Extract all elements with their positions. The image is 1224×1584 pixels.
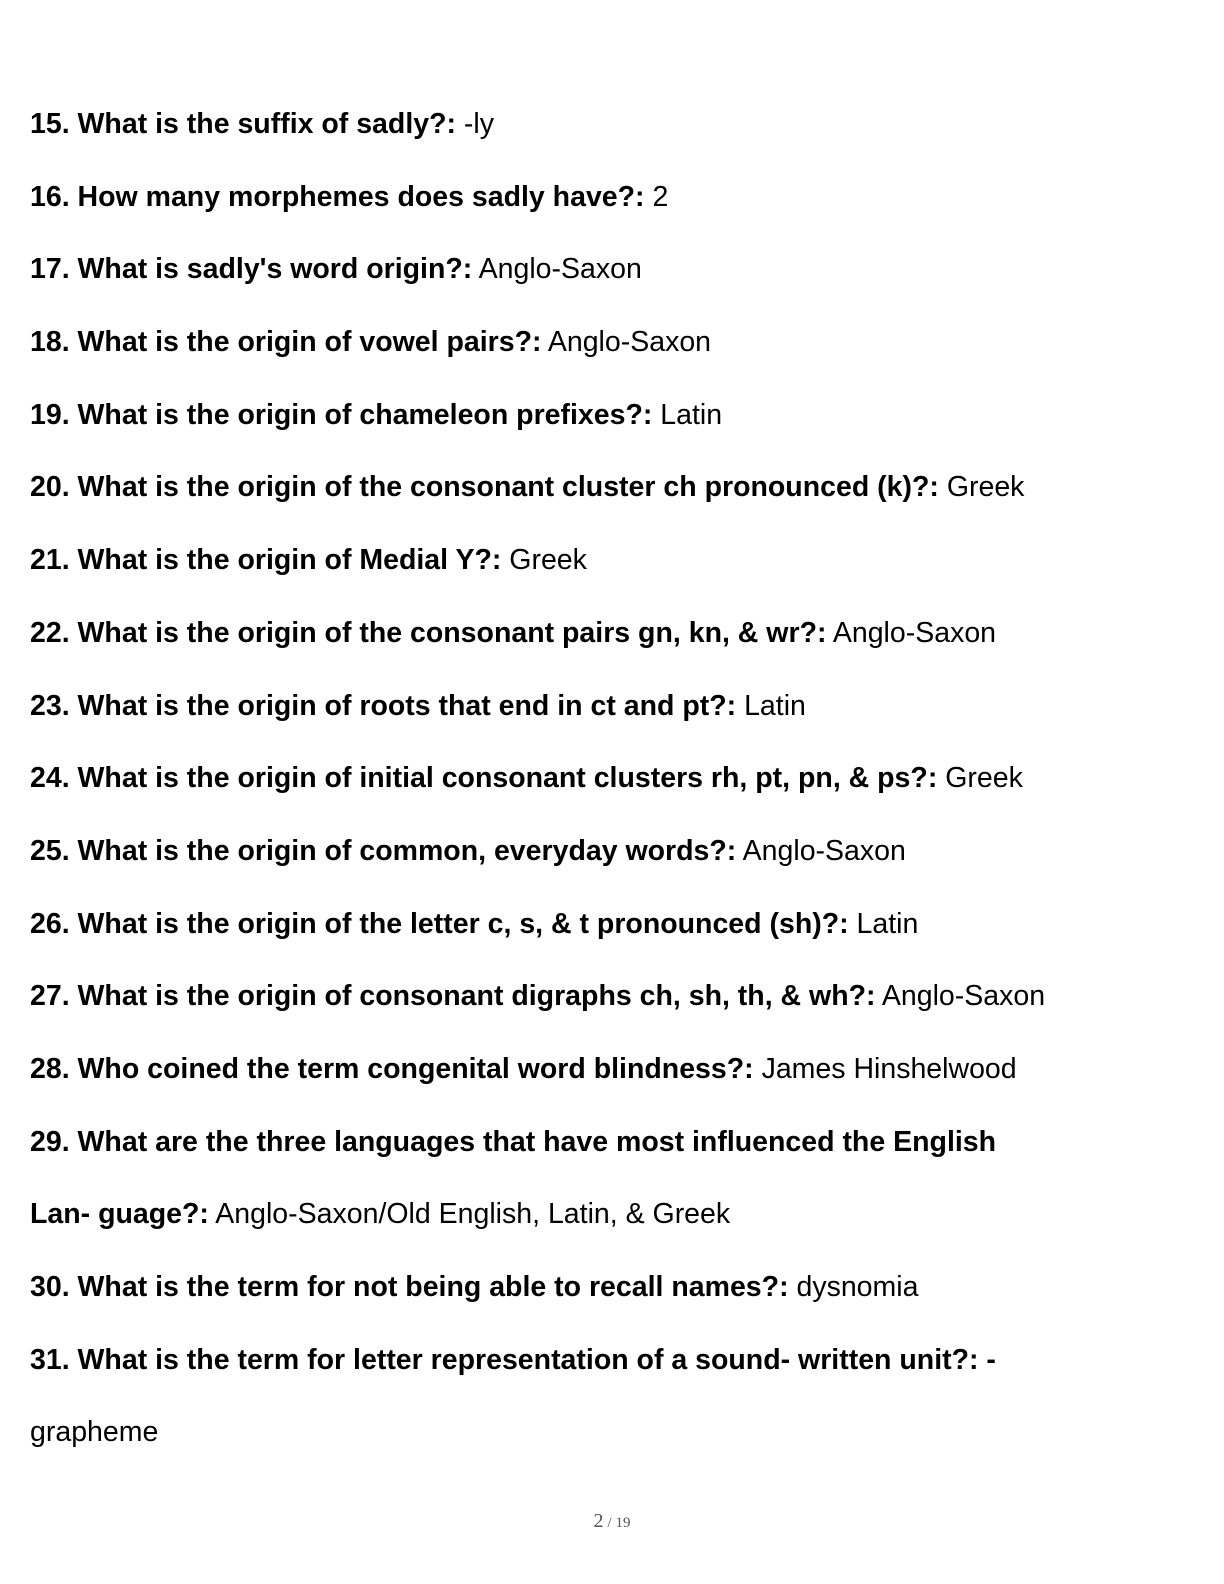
qa-list — [30, 106, 1210, 1487]
qa-item-29-line2 — [30, 1196, 1210, 1232]
question: 18. What is the origin of vowel pairs?: — [30, 326, 542, 359]
qa-item-18 — [30, 324, 1210, 360]
question: 21. What is the origin of Medial Y?: — [30, 544, 502, 577]
answer: Anglo-Saxon/Old English, Latin, & Greek — [215, 1198, 731, 1231]
question: 16. How many morphemes does sadly have?: — [30, 180, 645, 213]
qa-item-23 — [30, 688, 1210, 724]
question: 28. Who coined the term congenital word blindness?: — [30, 1052, 754, 1085]
answer: Latin — [660, 398, 723, 431]
qa-item-30 — [30, 1269, 1210, 1305]
question: 31. What is the term for letter representation of a sound- written unit?: - — [30, 1343, 996, 1376]
qa-item-19 — [30, 397, 1210, 433]
qa-item-31-line1 — [30, 1342, 1210, 1378]
answer: Anglo-Saxon — [832, 616, 997, 649]
answer: Anglo-Saxon — [478, 253, 642, 286]
qa-item-20 — [30, 469, 1210, 505]
question: 30. What is the term for not being able to recall names?: — [30, 1271, 789, 1303]
page-footer — [0, 1510, 1224, 1533]
qa-item-27 — [30, 978, 1210, 1014]
question: 19. What is the origin of chameleon prefixes?: — [30, 398, 653, 431]
qa-item-26 — [30, 906, 1210, 942]
question: 25. What is the origin of common, everyday words?: — [30, 834, 737, 867]
qa-item-22 — [30, 615, 1210, 651]
page-number: 2 — [593, 1510, 604, 1532]
qa-item-17 — [30, 251, 1210, 287]
answer: Greek — [509, 544, 587, 577]
answer: Anglo-Saxon — [881, 980, 1046, 1013]
answer: Anglo-Saxon — [742, 834, 906, 867]
question: 27. What is the origin of consonant digraphs ch, sh, th, & wh?: — [30, 980, 876, 1013]
question: 23. What is the origin of roots that end in ct and pt?: — [30, 689, 737, 722]
qa-item-21 — [30, 542, 1210, 578]
question: 15. What is the suffix of sadly?: — [30, 108, 456, 140]
question: 29. What are the three languages that have most influenced the English — [30, 1125, 997, 1158]
question: 22. What is the origin of the consonant pairs gn, kn, & wr?: — [30, 616, 827, 649]
answer: Anglo-Saxon — [547, 326, 712, 359]
answer: Greek — [946, 471, 1025, 504]
answer: -ly — [463, 108, 494, 140]
question: 20. What is the origin of the consonant cluster ch pronounced (k)?: — [30, 471, 939, 504]
qa-item-16 — [30, 179, 1210, 215]
question: 24. What is the origin of initial consonant clusters rh, pt, pn, & ps?: — [30, 762, 938, 795]
answer: dysnomia — [796, 1271, 919, 1303]
answer: Latin — [856, 907, 919, 940]
answer: grapheme — [30, 1416, 159, 1449]
qa-item-28 — [30, 1051, 1210, 1087]
qa-item-29-line1 — [30, 1124, 1210, 1160]
question-continued: Lan- guage?: — [30, 1198, 209, 1231]
question: 17. What is sadly's word origin?: — [30, 253, 473, 286]
answer: James Hinshelwood — [761, 1052, 1017, 1085]
qa-item-31-line2 — [30, 1414, 1210, 1450]
qa-item-15 — [30, 106, 1210, 142]
answer: 2 — [652, 180, 669, 213]
qa-item-24 — [30, 760, 1210, 796]
answer: Latin — [744, 689, 806, 722]
qa-item-25 — [30, 833, 1210, 869]
page-total: / 19 — [607, 1515, 631, 1531]
answer: Greek — [945, 762, 1023, 795]
question: 26. What is the origin of the letter c, s, & t pronounced (sh)?: — [30, 907, 849, 940]
